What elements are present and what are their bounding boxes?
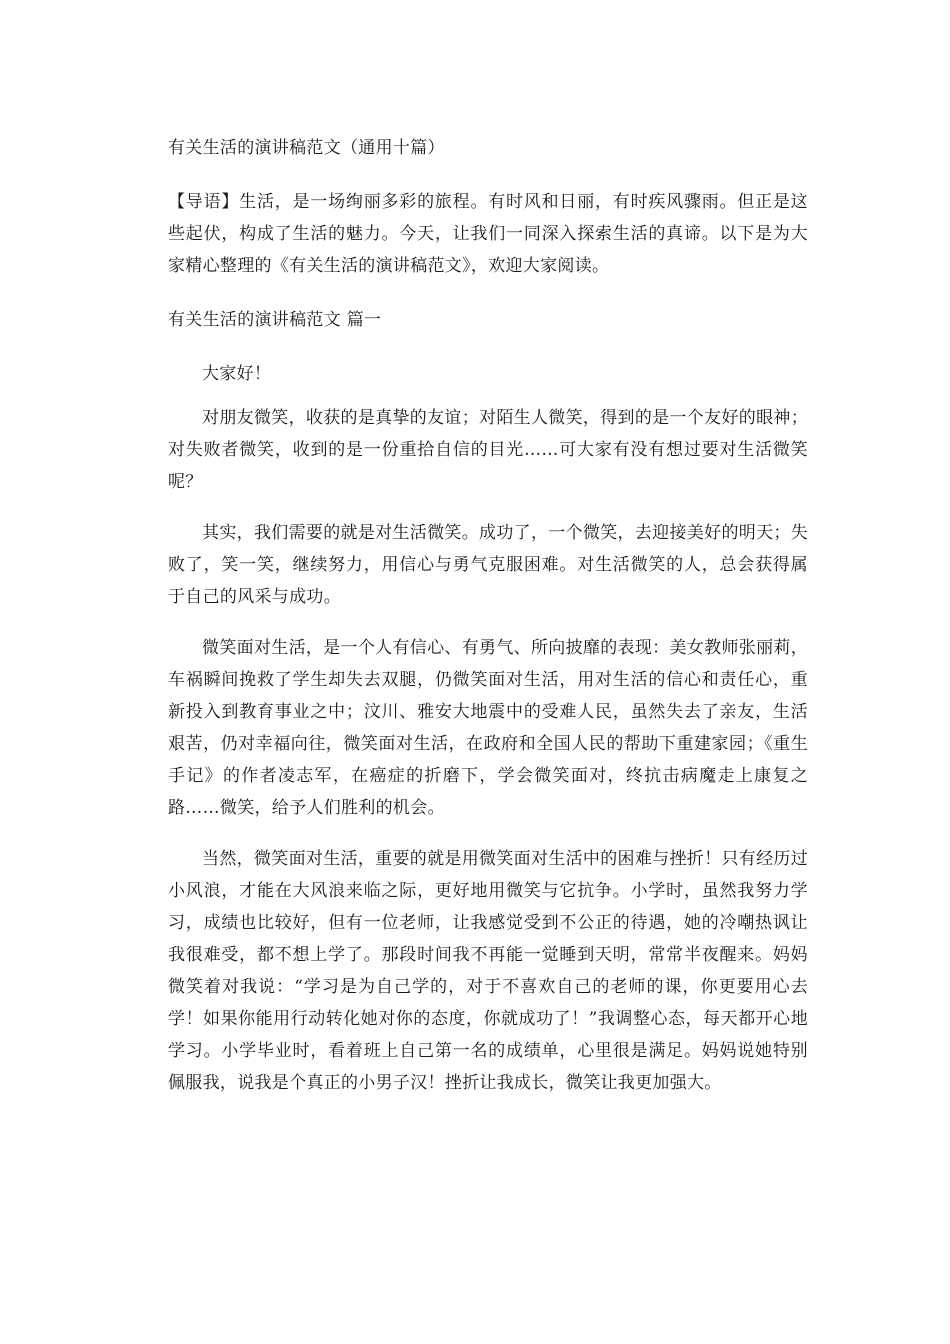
body-paragraph-4: 当然，微笑面对生活，重要的就是用微笑面对生活中的困难与挫折！只有经历过小风浪，才能在大风浪来临之际，更好地用微笑与它抗争。小学时，虽然我努力学习，成绩也比较好，但有一位老师，让我感觉受到不公正的待遇，她的冷嘲热讽让我很难受，都不想上学了。那段时间我不再能一觉睡到天明，常常半夜醒来。妈妈微笑着对我说：“学习是为自己学的，对于不喜欢自己的老师的课，你更要用心去学！如果你能用行动转化她对你的态度，你就成功了！”我调整心态，每天都开心地学习。小学毕业时，看着班上自己第一名的成绩单，心里很是满足。妈妈说她特别佩服我，说我是个真正的小男子汉！挫折让我成长，微笑让我更加强大。 [168, 849, 808, 1093]
greeting-line: 大家好！ [202, 364, 272, 384]
body-paragraph-1: 对朋友微笑，收获的是真挚的友谊；对陌生人微笑，得到的是一个友好的眼神；对失败者微笑，收到的是一份重拾自信的目光……可大家有没有想过要对生活微笑呢？ [168, 408, 808, 492]
intro-paragraph: 【导语】生活，是一场绚丽多彩的旅程。有时风和日丽，有时疾风骤雨。但正是这些起伏，构成了生活的魅力。今天，让我们一同深入探索生活的真谛。以下是为大家精心整理的《有关生活的演讲稿范文》，欢迎大家阅读。 [168, 192, 808, 276]
body-paragraph-3: 微笑面对生活，是一个人有信心、有勇气、所向披靡的表现：美女教师张丽莉，车祸瞬间挽救了学生却失去双腿，仍微笑面对生活，用对生活的信心和责任心，重新投入到教育事业之中；汶川、雅安大地震中的受难人民，虽然失去了亲友，生活艰苦，仍对幸福向往，微笑面对生活，在政府和全国人民的帮助下重建家园；《重生手记》的作者凌志军，在癌症的折磨下，学会微笑面对，终抗击病魔走上康复之路……微笑，给予人们胜利的机会。 [168, 638, 808, 818]
document-title: 有关生活的演讲稿范文（通用十篇） [168, 138, 445, 158]
body-paragraph-2: 其实，我们需要的就是对生活微笑。成功了，一个微笑，去迎接美好的明天；失败了，笑一笑，继续努力，用信心与勇气克服困难。对生活微笑的人，总会获得属于自己的风采与成功。 [168, 523, 808, 607]
document-body [168, 132, 808, 1118]
section-heading: 有关生活的演讲稿范文 篇一 [168, 310, 382, 330]
